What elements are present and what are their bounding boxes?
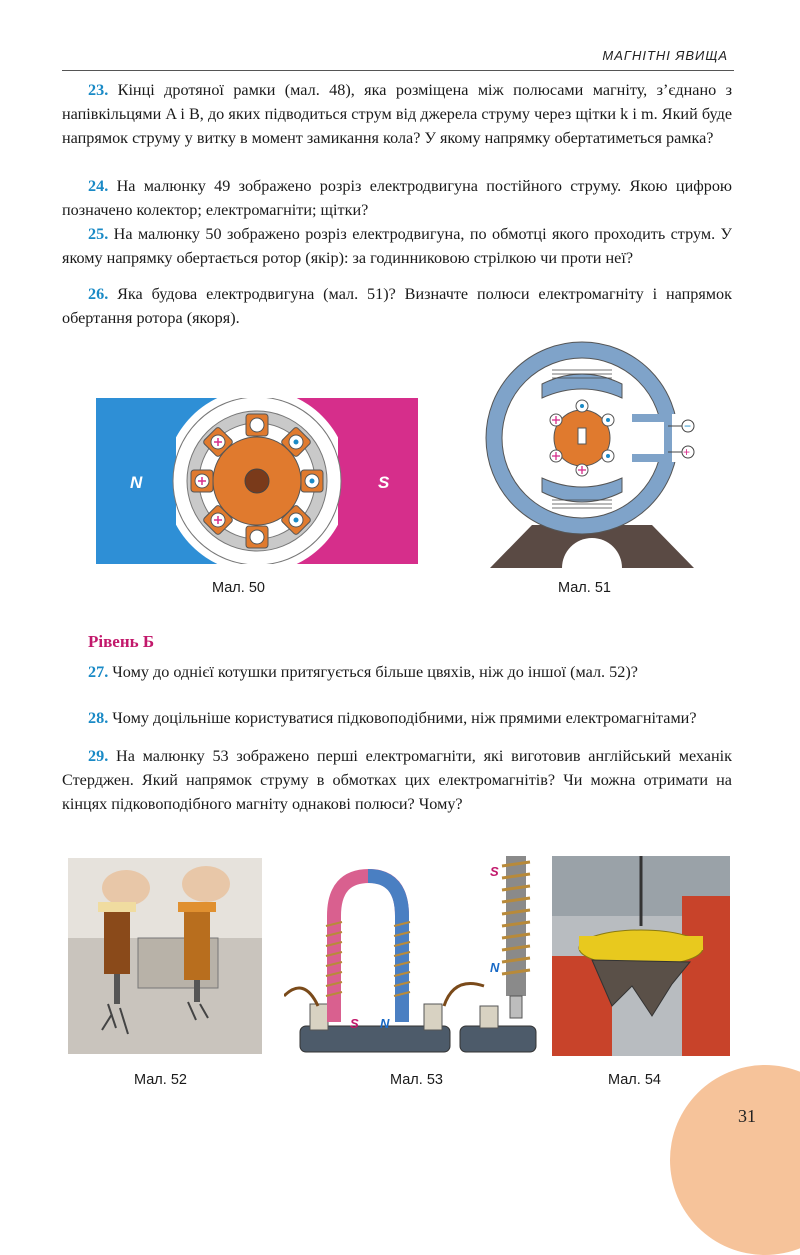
task-text: Яка будова електродвигуна (мал. 51)? Визначте полюси електромагніту і напрямок обертання ротора (якоря). (62, 285, 733, 327)
task-29 (62, 744, 732, 816)
task-text: На малюнку 53 зображено перші електромагніти, які виготовив англійський механік Стерджен. Який напрямок струму в обмотках цих електромагнітів? Чи можна отримати на кінцях підковоподібного магніту однакові полюси? Чому? (62, 747, 733, 813)
task-text: Кінці дротяної рамки (мал. 48), яка розміщена між полюсами магніту, з’єднано з напівкільцями A і B, до яких підводиться струм від джерела струму через щітки k і m. Який буде напрямок струму у витку в момент замикання кола? У якому напрямку обертатиметься рамка? (62, 81, 732, 147)
task-24 (62, 174, 732, 222)
section-heading-level-b: Рівень Б (88, 632, 155, 651)
photo-fig54-crane-magnet (552, 856, 730, 1056)
motor-diagram-fig50 (96, 398, 418, 564)
task-text: Чому доцільніше користуватися підковоподібними, ніж прямими електромагнітами? (112, 709, 697, 727)
task-number: 27. (88, 663, 109, 681)
task-number: 26. (88, 285, 109, 303)
task-number: 29. (88, 747, 109, 765)
caption-fig50: Мал. 50 (212, 580, 265, 596)
page-number: 31 (738, 1106, 756, 1126)
photo-fig52-coils (68, 858, 262, 1054)
task-text: Чому до однієї котушки притягується більше цвяхів, ніж до іншої (мал. 52)? (112, 663, 638, 681)
plus-terminal-label: + (683, 445, 691, 459)
sturgeon-electromagnets-fig53 (284, 856, 540, 1056)
caption-fig51: Мал. 51 (558, 580, 611, 596)
page-header (62, 44, 734, 71)
pole-s-label: S (378, 473, 390, 492)
task-number: 28. (88, 709, 109, 727)
minus-terminal-label: − (684, 419, 692, 433)
caption-fig53: Мал. 53 (390, 1072, 443, 1088)
task-23 (62, 78, 732, 150)
task-27 (62, 660, 732, 684)
task-number: 24. (88, 177, 109, 195)
pole-n-label-horseshoe: N (380, 1016, 390, 1031)
task-text: На малюнку 49 зображено розріз електродвигуна постійного струму. Якою цифрою позначено колектор; електромагніти; щітки? (62, 177, 733, 219)
pole-n-label-straight: N (490, 960, 500, 975)
caption-fig54: Мал. 54 (608, 1072, 661, 1088)
task-text: На малюнку 50 зображено розріз електродвигуна, по обмотці якого проходить струм. У якому напрямку обертається ротор (якір): за годинниковою стрілкою чи проти неї? (62, 225, 733, 267)
task-28 (62, 706, 732, 730)
header-title: МАГНІТНІ ЯВИЩА (602, 48, 728, 63)
task-number: 25. (88, 225, 109, 243)
motor-diagram-fig51 (472, 340, 712, 570)
task-25 (62, 222, 732, 270)
task-26 (62, 282, 732, 330)
pole-s-label-horseshoe: S (350, 1016, 359, 1031)
task-number: 23. (88, 81, 109, 99)
pole-n-label: N (130, 473, 143, 492)
caption-fig52: Мал. 52 (134, 1072, 187, 1088)
pole-s-label-straight: S (490, 864, 499, 879)
page-corner-decoration (670, 1065, 800, 1255)
